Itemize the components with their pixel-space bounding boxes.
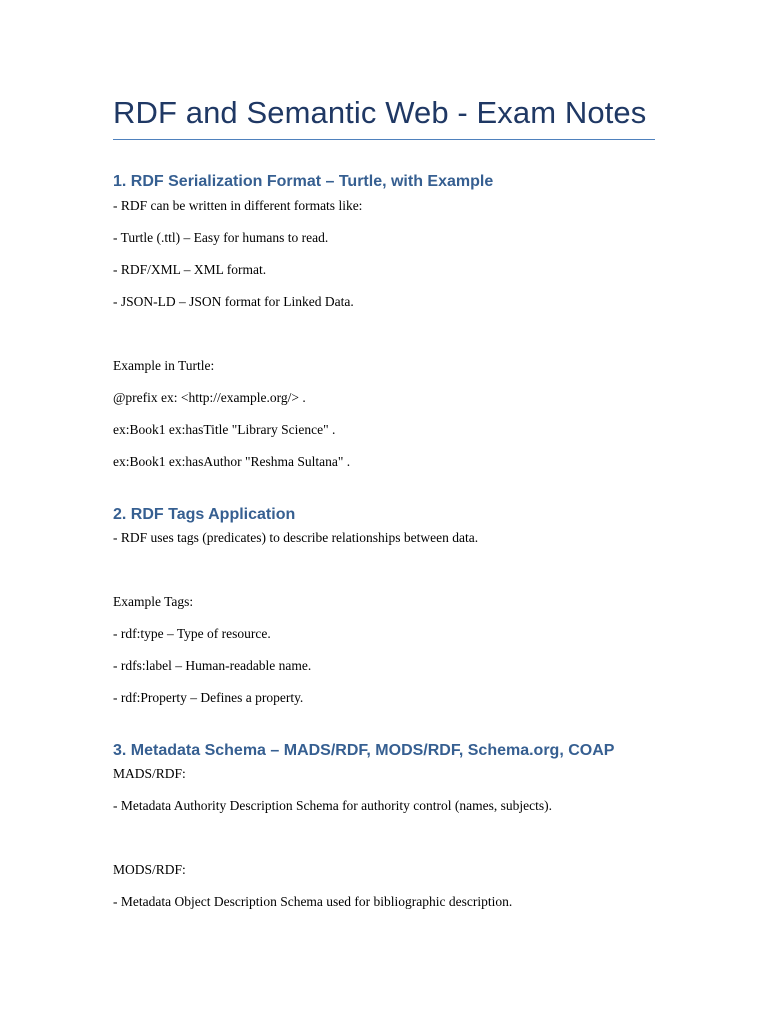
- section-2-heading: 2. RDF Tags Application: [113, 506, 296, 523]
- document-title: RDF and Semantic Web - Exam Notes: [113, 95, 647, 130]
- section-3-line-1: MADS/RDF:: [113, 766, 186, 781]
- section-3-line-4: - Metadata Object Description Schema used for bibliographic description.: [113, 894, 513, 909]
- section-3-line-3: MODS/RDF:: [113, 862, 186, 877]
- title-underline: [113, 139, 655, 140]
- section-3-heading: 3. Metadata Schema – MADS/RDF, MODS/RDF, Schema.org, COAP: [113, 742, 615, 759]
- section-3-line-2: - Metadata Authority Description Schema for authority control (names, subjects).: [113, 798, 553, 813]
- section-1-line-2: - Turtle (.ttl) – Easy for humans to read.: [113, 230, 329, 245]
- section-1-line-3: - RDF/XML – XML format.: [113, 262, 267, 277]
- section-2-line-3: - rdf:type – Type of resource.: [113, 626, 271, 641]
- section-1-line-7: ex:Book1 ex:hasTitle "Library Science" .: [113, 422, 336, 437]
- section-2-line-1: - RDF uses tags (predicates) to describe relationships between data.: [113, 530, 479, 545]
- section-1-line-4: - JSON-LD – JSON format for Linked Data.: [113, 294, 354, 309]
- section-1-line-1: - RDF can be written in different formats like:: [113, 198, 363, 213]
- section-1-heading: 1. RDF Serialization Format – Turtle, with Example: [113, 173, 494, 190]
- section-2-line-2: Example Tags:: [113, 594, 194, 609]
- section-1-line-5: Example in Turtle:: [113, 358, 215, 373]
- section-1-line-8: ex:Book1 ex:hasAuthor "Reshma Sultana" .: [113, 454, 351, 469]
- section-2-line-5: - rdf:Property – Defines a property.: [113, 690, 304, 705]
- section-1-line-6: @prefix ex: <http://example.org/> .: [113, 390, 306, 405]
- document-page: [113, 0, 655, 1024]
- section-2-line-4: - rdfs:label – Human-readable name.: [113, 658, 312, 673]
